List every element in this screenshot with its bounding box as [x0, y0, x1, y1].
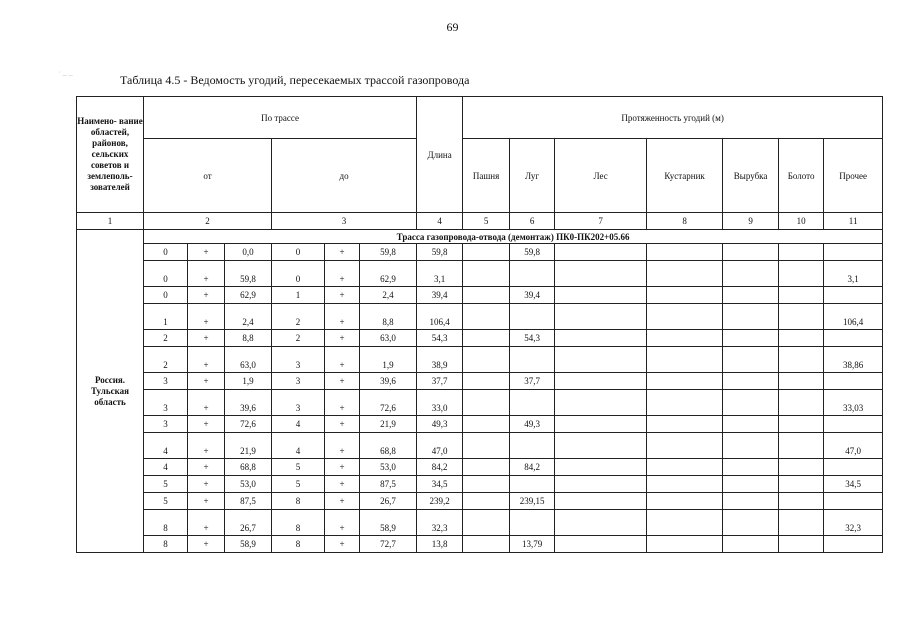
cell-from-pk: 1 — [144, 304, 188, 330]
cell-kustarnik-value — [647, 330, 723, 347]
column-number: 1 — [77, 213, 144, 230]
cell-to-meters: 1,9 — [360, 347, 417, 373]
cell-from-plus: + — [188, 347, 225, 373]
cell-boloto-value — [779, 433, 824, 459]
cell-vyrubka-value — [723, 330, 779, 347]
cell-to-meters: 53,0 — [360, 459, 417, 476]
cell-boloto-value — [779, 261, 824, 287]
table-caption: Таблица 4.5 - Ведомость угодий, пересекаемых трассой газопровода — [120, 73, 470, 87]
cell-to-meters: 72,7 — [360, 536, 417, 553]
cell-les-value — [555, 330, 647, 347]
cell-les-value — [555, 261, 647, 287]
cell-les-value — [555, 390, 647, 416]
cell-from-meters: 68,8 — [225, 459, 272, 476]
cell-from-meters: 87,5 — [225, 493, 272, 510]
cell-length: 33,0 — [417, 390, 463, 416]
cell-from-pk: 8 — [144, 510, 188, 536]
cell-prochee-value — [824, 493, 883, 510]
cell-les-value — [555, 493, 647, 510]
table-row — [77, 536, 883, 553]
header-protyazhennost: Протяженность угодий (м) — [463, 97, 883, 139]
cell-lug-value — [510, 347, 555, 373]
cell-lug-value: 59,8 — [510, 244, 555, 261]
cell-from-plus: + — [188, 330, 225, 347]
cell-to-plus: + — [325, 493, 360, 510]
header-pashnya: Пашня — [463, 139, 510, 213]
cell-to-plus: + — [325, 433, 360, 459]
header-les: Лес — [555, 139, 647, 213]
cell-from-meters: 63,0 — [225, 347, 272, 373]
cell-to-plus: + — [325, 287, 360, 304]
cell-prochee-value — [824, 416, 883, 433]
cell-vyrubka-value — [723, 416, 779, 433]
cell-to-pk: 8 — [272, 510, 325, 536]
cell-from-pk: 4 — [144, 433, 188, 459]
column-number: 8 — [647, 213, 723, 230]
cell-prochee-value: 33,03 — [824, 390, 883, 416]
cell-prochee-value — [824, 244, 883, 261]
cell-length: 32,3 — [417, 510, 463, 536]
cell-to-pk: 2 — [272, 304, 325, 330]
cell-to-pk: 3 — [272, 347, 325, 373]
cell-lug-value: 84,2 — [510, 459, 555, 476]
cell-prochee-value: 106,4 — [824, 304, 883, 330]
section-row — [77, 230, 883, 244]
cell-boloto-value — [779, 536, 824, 553]
scan-mark: ˙ ‒ ‒ — [58, 70, 73, 79]
cell-kustarnik-value — [647, 244, 723, 261]
cell-lug-value: 13,79 — [510, 536, 555, 553]
cell-lug-value — [510, 476, 555, 493]
cell-vyrubka-value — [723, 373, 779, 390]
cell-from-pk: 3 — [144, 373, 188, 390]
cell-boloto-value — [779, 347, 824, 373]
cell-vyrubka-value — [723, 347, 779, 373]
table-row — [77, 390, 883, 416]
header-po-trasse: По трассе — [144, 97, 417, 139]
cell-to-pk: 0 — [272, 261, 325, 287]
cell-from-plus: + — [188, 493, 225, 510]
cell-vyrubka-value — [723, 433, 779, 459]
cell-prochee-value — [824, 287, 883, 304]
cell-prochee-value: 34,5 — [824, 476, 883, 493]
cell-vyrubka-value — [723, 536, 779, 553]
cell-pashnya-value — [463, 373, 510, 390]
cell-kustarnik-value — [647, 416, 723, 433]
cell-to-pk: 3 — [272, 390, 325, 416]
cell-length: 34,5 — [417, 476, 463, 493]
cell-prochee-value — [824, 373, 883, 390]
cell-les-value — [555, 373, 647, 390]
cell-kustarnik-value — [647, 510, 723, 536]
cell-from-meters: 39,6 — [225, 390, 272, 416]
cell-from-meters: 53,0 — [225, 476, 272, 493]
cell-kustarnik-value — [647, 493, 723, 510]
cell-from-meters: 26,7 — [225, 510, 272, 536]
cell-to-meters: 21,9 — [360, 416, 417, 433]
cell-lug-value — [510, 433, 555, 459]
cell-boloto-value — [779, 476, 824, 493]
cell-les-value — [555, 459, 647, 476]
cell-lug-value — [510, 261, 555, 287]
cell-from-pk: 0 — [144, 287, 188, 304]
header-lug: Луг — [510, 139, 555, 213]
cell-from-pk: 5 — [144, 493, 188, 510]
header-boloto: Болото — [779, 139, 824, 213]
cell-to-meters: 59,8 — [360, 244, 417, 261]
cell-to-plus: + — [325, 390, 360, 416]
cell-pashnya-value — [463, 287, 510, 304]
cell-vyrubka-value — [723, 493, 779, 510]
cell-length: 37,7 — [417, 373, 463, 390]
cell-length: 54,3 — [417, 330, 463, 347]
cell-to-meters: 62,9 — [360, 261, 417, 287]
cell-to-plus: + — [325, 244, 360, 261]
cell-from-pk: 0 — [144, 244, 188, 261]
table-row — [77, 304, 883, 330]
cell-to-plus: + — [325, 373, 360, 390]
cell-les-value — [555, 244, 647, 261]
cell-from-plus: + — [188, 304, 225, 330]
cell-pashnya-value — [463, 347, 510, 373]
cell-vyrubka-value — [723, 261, 779, 287]
cell-les-value — [555, 536, 647, 553]
cell-to-meters: 8,8 — [360, 304, 417, 330]
cell-kustarnik-value — [647, 433, 723, 459]
cell-length: 239,2 — [417, 493, 463, 510]
cell-boloto-value — [779, 459, 824, 476]
cell-from-plus: + — [188, 373, 225, 390]
column-number: 10 — [779, 213, 824, 230]
cell-kustarnik-value — [647, 347, 723, 373]
cell-boloto-value — [779, 493, 824, 510]
cell-to-meters: 39,6 — [360, 373, 417, 390]
cell-les-value — [555, 433, 647, 459]
cell-les-value — [555, 287, 647, 304]
cell-kustarnik-value — [647, 536, 723, 553]
cell-lug-value: 54,3 — [510, 330, 555, 347]
cell-boloto-value — [779, 330, 824, 347]
table-row — [77, 510, 883, 536]
cell-from-plus: + — [188, 476, 225, 493]
cell-length: 84,2 — [417, 459, 463, 476]
cell-lug-value — [510, 304, 555, 330]
cell-to-meters: 68,8 — [360, 433, 417, 459]
cell-vyrubka-value — [723, 390, 779, 416]
table-row — [77, 261, 883, 287]
cell-pashnya-value — [463, 476, 510, 493]
header-prochee: Прочее — [824, 139, 883, 213]
cell-lug-value — [510, 390, 555, 416]
cell-lug-value: 39,4 — [510, 287, 555, 304]
cell-prochee-value: 3,1 — [824, 261, 883, 287]
cell-length: 59,8 — [417, 244, 463, 261]
cell-boloto-value — [779, 373, 824, 390]
header-name: Наимено- вание областей, районов, сельских советов и землеполь- зователей — [77, 97, 144, 213]
cell-pashnya-value — [463, 433, 510, 459]
cell-to-pk: 8 — [272, 536, 325, 553]
cell-boloto-value — [779, 244, 824, 261]
cell-from-pk: 8 — [144, 536, 188, 553]
column-number: 2 — [144, 213, 272, 230]
cell-to-meters: 26,7 — [360, 493, 417, 510]
cell-to-meters: 72,6 — [360, 390, 417, 416]
cell-from-meters: 59,8 — [225, 261, 272, 287]
cell-to-pk: 0 — [272, 244, 325, 261]
cell-prochee-value — [824, 536, 883, 553]
cell-pashnya-value — [463, 390, 510, 416]
table-row — [77, 287, 883, 304]
cell-from-meters: 72,6 — [225, 416, 272, 433]
cell-from-plus: + — [188, 459, 225, 476]
cell-to-plus: + — [325, 510, 360, 536]
cell-lug-value: 49,3 — [510, 416, 555, 433]
cell-from-meters: 62,9 — [225, 287, 272, 304]
cell-from-plus: + — [188, 390, 225, 416]
region-cell: Россия. Тульская область — [77, 230, 144, 553]
cell-lug-value: 37,7 — [510, 373, 555, 390]
cell-to-plus: + — [325, 416, 360, 433]
header-ot: от — [144, 139, 272, 213]
cell-to-plus: + — [325, 261, 360, 287]
cell-from-pk: 2 — [144, 330, 188, 347]
cell-from-pk: 5 — [144, 476, 188, 493]
cell-to-pk: 1 — [272, 287, 325, 304]
table-row — [77, 459, 883, 476]
table-row — [77, 493, 883, 510]
cell-vyrubka-value — [723, 244, 779, 261]
cell-to-pk: 2 — [272, 330, 325, 347]
cell-vyrubka-value — [723, 304, 779, 330]
cell-length: 13,8 — [417, 536, 463, 553]
cell-from-meters: 0,0 — [225, 244, 272, 261]
cell-kustarnik-value — [647, 390, 723, 416]
cell-to-pk: 5 — [272, 459, 325, 476]
cell-to-plus: + — [325, 459, 360, 476]
cell-to-meters: 63,0 — [360, 330, 417, 347]
cell-from-meters: 1,9 — [225, 373, 272, 390]
table-row — [77, 476, 883, 493]
cell-to-plus: + — [325, 536, 360, 553]
cell-to-pk: 3 — [272, 373, 325, 390]
cell-to-pk: 4 — [272, 416, 325, 433]
cell-kustarnik-value — [647, 459, 723, 476]
header-do: до — [272, 139, 417, 213]
cell-from-meters: 8,8 — [225, 330, 272, 347]
table-row — [77, 330, 883, 347]
header-vyrubka: Вырубка — [723, 139, 779, 213]
cell-prochee-value — [824, 459, 883, 476]
cell-pashnya-value — [463, 244, 510, 261]
cell-to-plus: + — [325, 330, 360, 347]
table-row — [77, 373, 883, 390]
cell-les-value — [555, 304, 647, 330]
column-number: 4 — [417, 213, 463, 230]
cell-pashnya-value — [463, 330, 510, 347]
cell-les-value — [555, 416, 647, 433]
cell-pashnya-value — [463, 261, 510, 287]
cell-from-meters: 21,9 — [225, 433, 272, 459]
cell-boloto-value — [779, 287, 824, 304]
cell-to-meters: 87,5 — [360, 476, 417, 493]
table-row — [77, 347, 883, 373]
cell-boloto-value — [779, 416, 824, 433]
cell-les-value — [555, 347, 647, 373]
table-row — [77, 416, 883, 433]
cell-lug-value — [510, 510, 555, 536]
cell-length: 47,0 — [417, 433, 463, 459]
column-number-row — [77, 213, 883, 230]
column-number: 11 — [824, 213, 883, 230]
cell-from-plus: + — [188, 510, 225, 536]
header-row-2 — [77, 139, 883, 213]
cell-prochee-value: 47,0 — [824, 433, 883, 459]
cell-vyrubka-value — [723, 459, 779, 476]
cell-pashnya-value — [463, 510, 510, 536]
cell-les-value — [555, 510, 647, 536]
land-use-table — [76, 96, 883, 553]
section-title: Трасса газопровода-отвода (демонтаж) ПК0-ПК202+05.66 — [144, 230, 883, 244]
cell-from-meters: 2,4 — [225, 304, 272, 330]
cell-from-meters: 58,9 — [225, 536, 272, 553]
cell-boloto-value — [779, 390, 824, 416]
table-row — [77, 244, 883, 261]
cell-from-pk: 0 — [144, 261, 188, 287]
cell-from-pk: 3 — [144, 416, 188, 433]
cell-length: 39,4 — [417, 287, 463, 304]
cell-lug-value: 239,15 — [510, 493, 555, 510]
cell-from-pk: 2 — [144, 347, 188, 373]
column-number: 3 — [272, 213, 417, 230]
column-number: 5 — [463, 213, 510, 230]
cell-pashnya-value — [463, 536, 510, 553]
cell-les-value — [555, 476, 647, 493]
header-row-1 — [77, 97, 883, 139]
cell-kustarnik-value — [647, 261, 723, 287]
cell-from-plus: + — [188, 244, 225, 261]
table-row — [77, 433, 883, 459]
cell-vyrubka-value — [723, 510, 779, 536]
cell-to-meters: 2,4 — [360, 287, 417, 304]
cell-kustarnik-value — [647, 476, 723, 493]
cell-length: 106,4 — [417, 304, 463, 330]
cell-from-plus: + — [188, 261, 225, 287]
cell-prochee-value: 38,86 — [824, 347, 883, 373]
cell-pashnya-value — [463, 493, 510, 510]
cell-from-pk: 4 — [144, 459, 188, 476]
cell-to-pk: 8 — [272, 493, 325, 510]
cell-kustarnik-value — [647, 287, 723, 304]
cell-from-pk: 3 — [144, 390, 188, 416]
header-kustarnik: Кустарник — [647, 139, 723, 213]
cell-to-meters: 58,9 — [360, 510, 417, 536]
cell-kustarnik-value — [647, 304, 723, 330]
cell-boloto-value — [779, 304, 824, 330]
cell-length: 38,9 — [417, 347, 463, 373]
cell-to-plus: + — [325, 476, 360, 493]
page-number: 69 — [446, 20, 459, 34]
cell-from-plus: + — [188, 287, 225, 304]
cell-to-pk: 5 — [272, 476, 325, 493]
cell-boloto-value — [779, 510, 824, 536]
cell-to-plus: + — [325, 304, 360, 330]
cell-from-plus: + — [188, 433, 225, 459]
cell-pashnya-value — [463, 304, 510, 330]
cell-prochee-value: 32,3 — [824, 510, 883, 536]
cell-length: 3,1 — [417, 261, 463, 287]
cell-pashnya-value — [463, 459, 510, 476]
cell-length: 49,3 — [417, 416, 463, 433]
cell-to-pk: 4 — [272, 433, 325, 459]
cell-kustarnik-value — [647, 373, 723, 390]
cell-vyrubka-value — [723, 287, 779, 304]
column-number: 6 — [510, 213, 555, 230]
cell-pashnya-value — [463, 416, 510, 433]
cell-vyrubka-value — [723, 476, 779, 493]
header-dlina: Длина — [417, 97, 463, 213]
cell-prochee-value — [824, 330, 883, 347]
cell-from-plus: + — [188, 536, 225, 553]
column-number: 9 — [723, 213, 779, 230]
cell-to-plus: + — [325, 347, 360, 373]
cell-from-plus: + — [188, 416, 225, 433]
column-number: 7 — [555, 213, 647, 230]
